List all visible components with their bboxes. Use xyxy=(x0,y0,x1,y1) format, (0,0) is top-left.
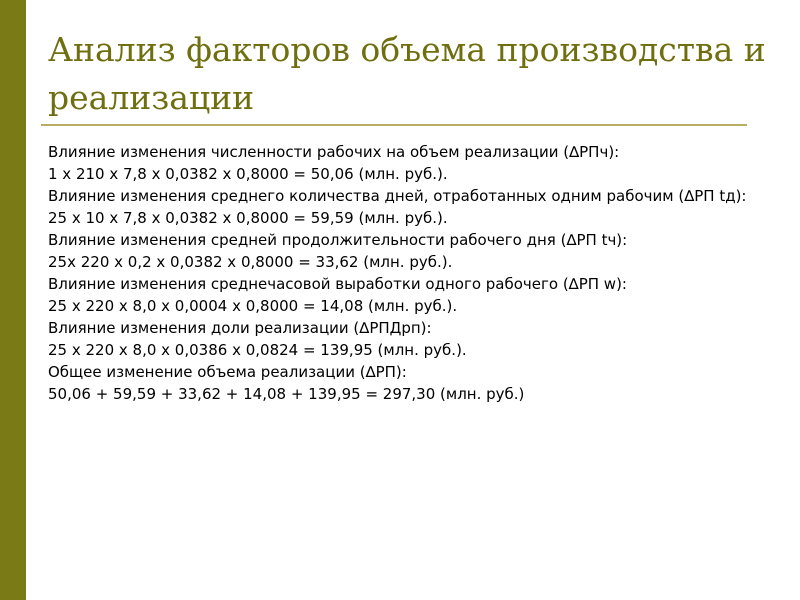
title-divider xyxy=(41,124,747,126)
factor-calc-days: 25 х 10 х 7,8 х 0,0382 х 0,8000 = 59,59 (млн. руб.). xyxy=(48,209,448,227)
total-calc: 50,06 + 59,59 + 33,62 + 14,08 + 139,95 = 297,30 (млн. руб.) xyxy=(48,385,525,403)
total-heading: Общее изменение объема реализации (∆РП): xyxy=(48,363,407,381)
left-accent-bar xyxy=(0,0,26,600)
factor-heading-hours: Влияние изменения средней продолжительности рабочего дня (∆РП tч): xyxy=(48,231,628,249)
factor-heading-days: Влияние изменения среднего количества дней, отработанных одним рабочим (∆РП tд): xyxy=(48,187,747,205)
slide-title: Анализ факторов объема производства и реализации xyxy=(48,30,766,117)
slide-body xyxy=(48,141,748,405)
factor-heading-workers: Влияние изменения численности рабочих на объем реализации (∆РПч): xyxy=(48,143,620,161)
factor-calc-workers: 1 х 210 х 7,8 х 0,0382 х 0,8000 = 50,06 (млн. руб.). xyxy=(48,165,448,183)
factor-calc-share: 25 х 220 х 8,0 х 0,0386 х 0,0824 = 139,95 (млн. руб.). xyxy=(48,341,467,359)
factor-calc-output: 25 х 220 х 8,0 х 0,0004 х 0,8000 = 14,08 (млн. руб.). xyxy=(48,297,458,315)
factor-calc-hours: 25х 220 х 0,2 х 0,0382 х 0,8000 = 33,62 (млн. руб.). xyxy=(48,253,453,271)
factor-heading-output: Влияние изменения среднечасовой выработки одного рабочего (∆РП w): xyxy=(48,275,627,293)
factor-heading-share: Влияние изменения доли реализации (∆РПДрп): xyxy=(48,319,432,337)
